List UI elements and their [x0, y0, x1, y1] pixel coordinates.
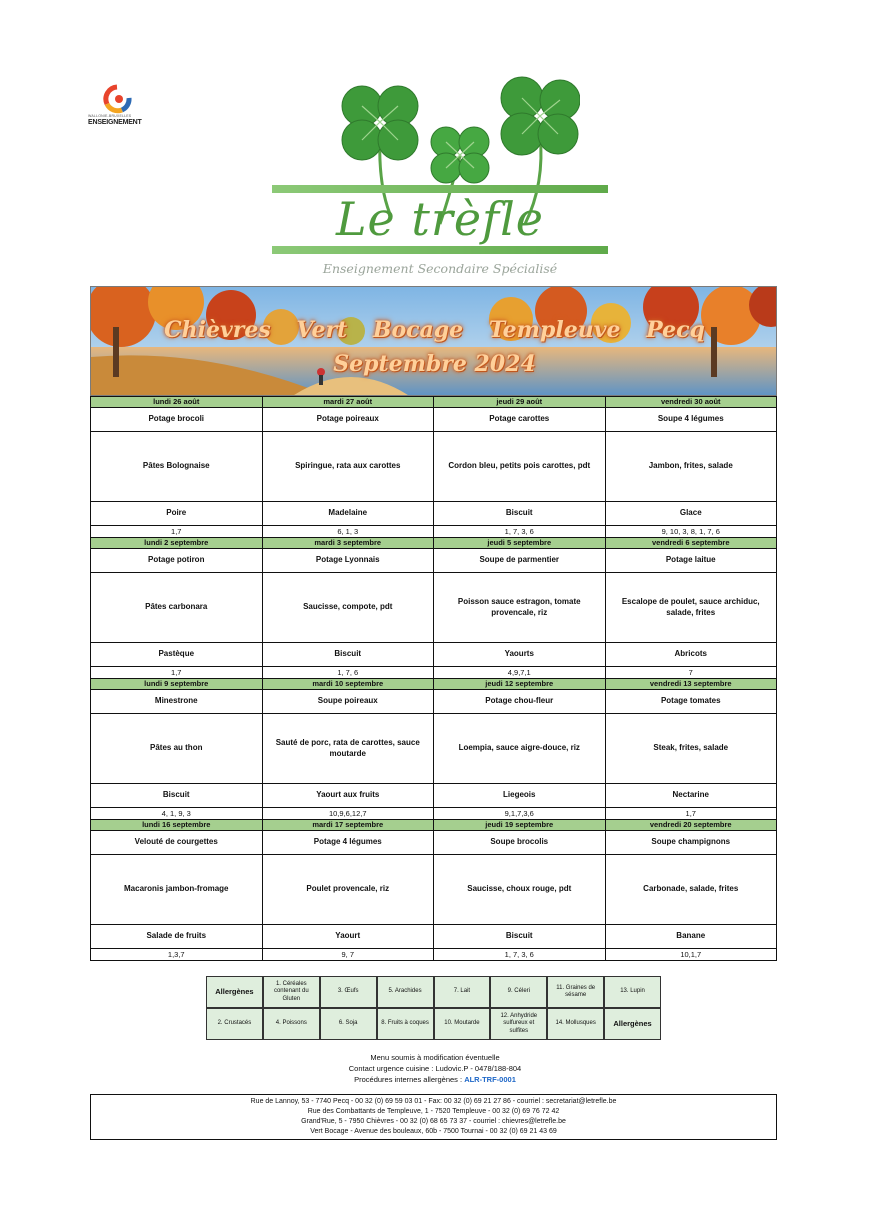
dessert-cell: Biscuit — [262, 643, 434, 667]
soup-cell: Potage poireaux — [262, 408, 434, 432]
dessert-cell: Banane — [605, 925, 777, 949]
day-header: lundi 16 septembre — [91, 820, 263, 831]
day-header: lundi 26 août — [91, 397, 263, 408]
soup-cell: Potage 4 légumes — [262, 831, 434, 855]
dessert-cell: Salade de fruits — [91, 925, 263, 949]
main-dish-cell: Jambon, frites, salade — [605, 432, 777, 502]
main-dish-cell: Pâtes carbonara — [91, 573, 263, 643]
day-header-row — [91, 679, 777, 690]
allergen-codes-cell: 9, 7 — [262, 949, 434, 961]
soup-row — [91, 549, 777, 573]
legend-item: 3. Œufs — [320, 976, 377, 1008]
day-header: lundi 2 septembre — [91, 538, 263, 549]
soup-row — [91, 408, 777, 432]
soup-row — [91, 831, 777, 855]
main-dish-cell: Cordon bleu, petits pois carottes, pdt — [434, 432, 606, 502]
day-header-row — [91, 538, 777, 549]
federation-small-text: WALLONIE-BRUXELLES — [88, 114, 132, 118]
day-header: mardi 27 août — [262, 397, 434, 408]
allergen-codes-cell: 7 — [605, 667, 777, 679]
day-header: lundi 9 septembre — [91, 679, 263, 690]
school-subtitle: Enseignement Secondaire Spécialisé — [322, 261, 558, 276]
legend-item: 5. Arachides — [377, 976, 434, 1008]
legend-item: 13. Lupin — [604, 976, 661, 1008]
dessert-row — [91, 925, 777, 949]
soup-cell: Soupe brocolis — [434, 831, 606, 855]
modification-note: Menu soumis à modification éventuelle — [370, 1053, 500, 1062]
main-dish-row — [91, 855, 777, 925]
day-header: jeudi 5 septembre — [434, 538, 606, 549]
soup-cell: Potage laitue — [605, 549, 777, 573]
main-dish-cell: Escalope de poulet, sauce archiduc, salade, frites — [605, 573, 777, 643]
main-dish-cell: Saucisse, choux rouge, pdt — [434, 855, 606, 925]
day-header: jeudi 19 septembre — [434, 820, 606, 831]
address-line: Rue des Combattants de Templeuve, 1 - 7520 Templeuve - 00 32 (0) 69 76 72 42 — [307, 1108, 560, 1115]
soup-cell: Potage Lyonnais — [262, 549, 434, 573]
main-dish-cell: Sauté de porc, rata de carottes, sauce moutarde — [262, 714, 434, 784]
legend-item: 2. Crustacés — [206, 1008, 263, 1040]
school-name: Le trèfle — [335, 192, 545, 246]
dessert-cell: Yaourt aux fruits — [262, 784, 434, 808]
legend-item: 6. Soja — [320, 1008, 377, 1040]
soup-cell: Minestrone — [91, 690, 263, 714]
address-line: Vert Bocage - Avenue des bouleaux, 60b - 7500 Tournai - 00 32 (0) 69 21 43 69 — [310, 1128, 557, 1135]
dessert-cell: Abricots — [605, 643, 777, 667]
dessert-cell: Glace — [605, 502, 777, 526]
allergen-codes-cell: 1,3,7 — [91, 949, 263, 961]
allergen-codes-cell: 1,7 — [91, 667, 263, 679]
main-dish-row — [91, 714, 777, 784]
soup-cell: Soupe de parmentier — [434, 549, 606, 573]
main-dish-row — [91, 432, 777, 502]
legend-item: 7. Lait — [434, 976, 491, 1008]
allergen-codes-cell: 10,1,7 — [605, 949, 777, 961]
soup-row — [91, 690, 777, 714]
legend-item: 1. Céréales contenant du Gluten — [263, 976, 320, 1008]
main-dish-row — [91, 573, 777, 643]
allergen-procedure-label: Procédures internes allergènes : — [354, 1075, 463, 1084]
soup-cell: Velouté de courgettes — [91, 831, 263, 855]
allergen-codes-cell: 6, 1, 3 — [262, 526, 434, 538]
day-header: vendredi 6 septembre — [605, 538, 777, 549]
allergen-procedure — [0, 1074, 870, 1085]
allergen-codes-cell: 9,1,7,3,6 — [434, 808, 606, 820]
legend-header: Allergènes — [604, 1008, 661, 1040]
main-dish-cell: Poulet provencale, riz — [262, 855, 434, 925]
brand-bar-bottom — [272, 246, 608, 254]
legend-item: 9. Céleri — [490, 976, 547, 1008]
menu-notes — [0, 1052, 870, 1085]
legend-item: 11. Graines de sésame — [547, 976, 604, 1008]
autumn-banner — [90, 286, 777, 396]
address-line: Rue de Lannoy, 53 - 7740 Pecq - 00 32 (0) 69 59 03 01 - Fax: 00 32 (0) 69 21 27 86 - courriel : secretariat@letrefle.be — [250, 1098, 617, 1105]
dessert-row — [91, 784, 777, 808]
main-dish-cell: Spiringue, rata aux carottes — [262, 432, 434, 502]
federation-emblem-icon — [102, 84, 132, 114]
day-header: mardi 17 septembre — [262, 820, 434, 831]
legend-row — [206, 1008, 661, 1040]
main-dish-cell: Pâtes au thon — [91, 714, 263, 784]
soup-cell: Potage chou-fleur — [434, 690, 606, 714]
federation-logo — [88, 84, 168, 136]
dessert-cell: Nectarine — [605, 784, 777, 808]
day-header: vendredi 13 septembre — [605, 679, 777, 690]
allergen-codes-cell: 9, 10, 3, 8, 1, 7, 6 — [605, 526, 777, 538]
allergen-legend — [205, 975, 662, 1041]
soup-cell: Soupe champignons — [605, 831, 777, 855]
allergen-codes-cell: 1, 7, 3, 6 — [434, 949, 606, 961]
legend-item: 8. Fruits à coques — [377, 1008, 434, 1040]
soup-cell: Soupe 4 légumes — [605, 408, 777, 432]
day-header: jeudi 29 août — [434, 397, 606, 408]
allergen-codes-cell: 1, 7, 3, 6 — [434, 526, 606, 538]
dessert-cell: Pastèque — [91, 643, 263, 667]
allergen-codes-cell: 4,9,7,1 — [434, 667, 606, 679]
day-header: vendredi 20 septembre — [605, 820, 777, 831]
dessert-cell: Biscuit — [434, 502, 606, 526]
legend-item: 14. Mollusques — [547, 1008, 604, 1040]
day-header-row — [91, 820, 777, 831]
main-dish-cell: Steak, frites, salade — [605, 714, 777, 784]
legend-item: 10. Moutarde — [434, 1008, 491, 1040]
main-dish-cell: Poisson sauce estragon, tomate provencale, riz — [434, 573, 606, 643]
dessert-cell: Yaourts — [434, 643, 606, 667]
banner-month: Septembre 2024 — [333, 351, 536, 377]
soup-cell: Potage carottes — [434, 408, 606, 432]
allergen-procedure-code: ALR-TRF-0001 — [464, 1075, 516, 1084]
federation-name: ENSEIGNEMENT — [88, 119, 142, 126]
allergen-codes-row — [91, 808, 777, 820]
allergen-codes-cell: 4, 1, 9, 3 — [91, 808, 263, 820]
school-addresses — [90, 1094, 777, 1140]
allergen-codes-cell: 1,7 — [91, 526, 263, 538]
dessert-cell: Yaourt — [262, 925, 434, 949]
soup-cell: Potage potiron — [91, 549, 263, 573]
dessert-cell: Madelaine — [262, 502, 434, 526]
banner-sites: Chièvres Vert Bocage Templeuve Pecq — [164, 317, 705, 343]
allergen-codes-cell: 10,9,6,12,7 — [262, 808, 434, 820]
day-header: mardi 10 septembre — [262, 679, 434, 690]
main-dish-cell: Macaronis jambon-fromage — [91, 855, 263, 925]
main-dish-cell: Pâtes Bolognaise — [91, 432, 263, 502]
allergen-codes-row — [91, 526, 777, 538]
day-header: mardi 3 septembre — [262, 538, 434, 549]
dessert-cell: Poire — [91, 502, 263, 526]
allergen-codes-cell: 1,7 — [605, 808, 777, 820]
school-logo — [270, 74, 610, 282]
day-header: jeudi 12 septembre — [434, 679, 606, 690]
dessert-row — [91, 643, 777, 667]
menu-table — [90, 396, 777, 961]
dessert-row — [91, 502, 777, 526]
allergen-codes-row — [91, 667, 777, 679]
day-header: vendredi 30 août — [605, 397, 777, 408]
dessert-cell: Liegeois — [434, 784, 606, 808]
legend-item: 12. Anhydride sulfureux et sulfites — [490, 1008, 547, 1040]
kitchen-contact: Contact urgence cuisine : Ludovic.P - 0478/188-804 — [348, 1064, 522, 1073]
dessert-cell: Biscuit — [91, 784, 263, 808]
allergen-codes-row — [91, 949, 777, 961]
dessert-cell: Biscuit — [434, 925, 606, 949]
legend-header: Allergènes — [206, 976, 263, 1008]
main-dish-cell: Carbonade, salade, frites — [605, 855, 777, 925]
main-dish-cell: Saucisse, compote, pdt — [262, 573, 434, 643]
address-line: Grand'Rue, 5 - 7950 Chièvres - 00 32 (0) 68 65 73 37 - courriel : chievres@letrefle.be — [301, 1118, 566, 1125]
soup-cell: Potage brocoli — [91, 408, 263, 432]
legend-item: 4. Poissons — [263, 1008, 320, 1040]
legend-row — [206, 976, 661, 1008]
soup-cell: Soupe poireaux — [262, 690, 434, 714]
soup-cell: Potage tomates — [605, 690, 777, 714]
main-dish-cell: Loempia, sauce aigre-douce, riz — [434, 714, 606, 784]
day-header-row — [91, 397, 777, 408]
allergen-codes-cell: 1, 7, 6 — [262, 667, 434, 679]
